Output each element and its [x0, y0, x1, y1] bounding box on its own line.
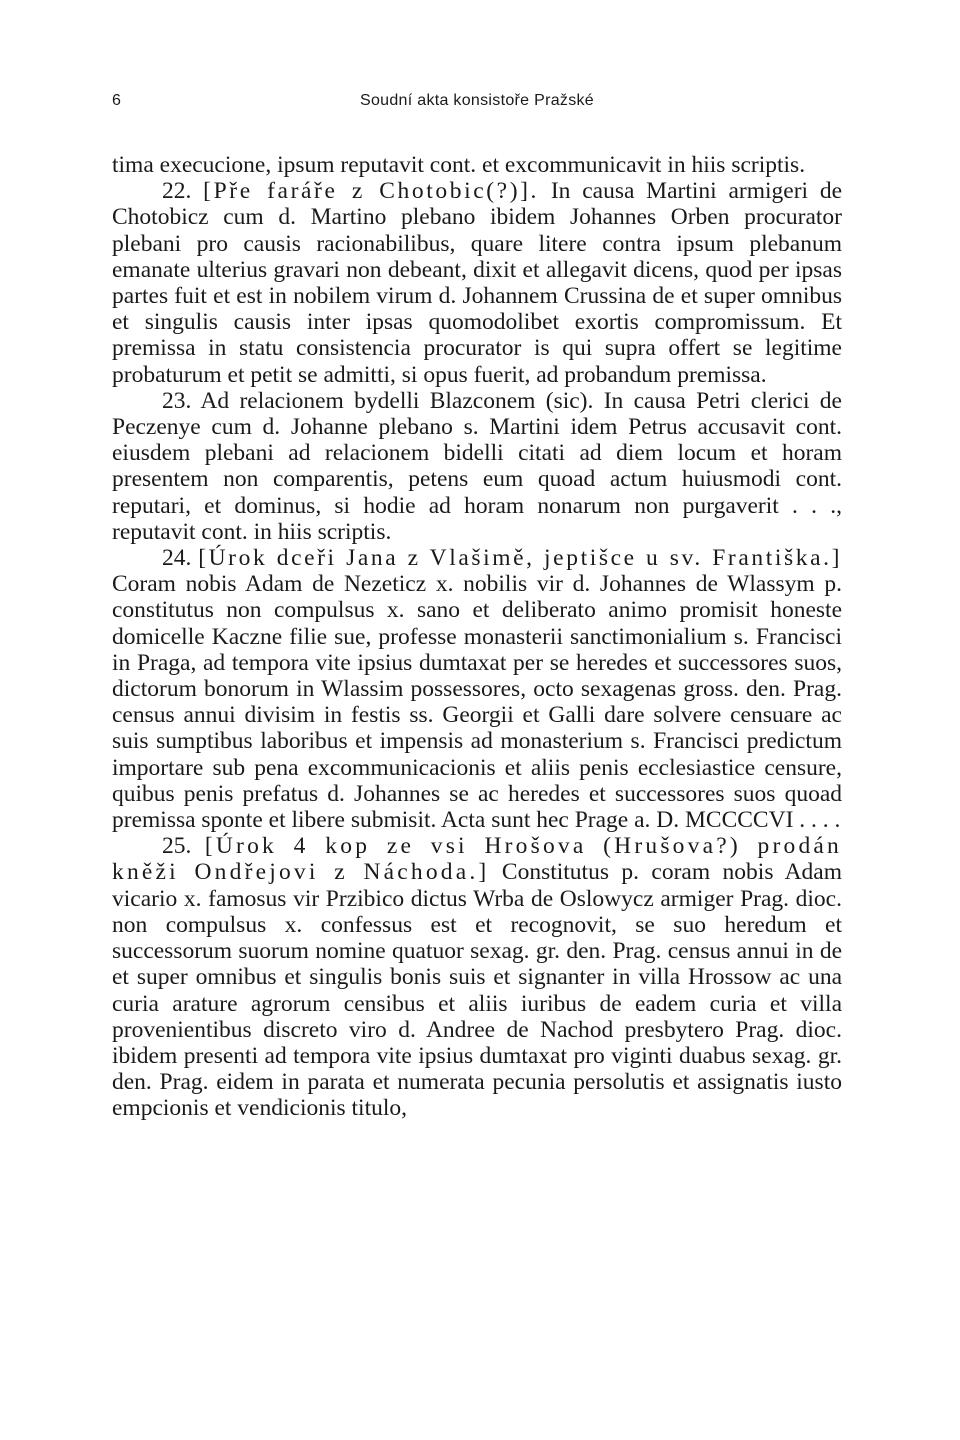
page-number: 6	[112, 92, 121, 109]
paragraph-entry-23	[112, 388, 842, 545]
body-text	[112, 152, 842, 1122]
paragraph-text: Constitutus p. coram nobis Adam vicario x. famosus vir Przibico dictus Wrba de Oslowycz armiger Prag. dioc. non compulsus x. confessus est et recognovit, se suo heredum et successorum suorum nomine quatuor sexag. gr. den. Prag. census annui in de et super omnibus et singulis bonis suis et signanter in villa Hrossow ac una curia arature agrorum censibus et aliis iuribus de eadem curia et villa provenientibus discreto viro d. Andree de Nachod presbytero Prag. dioc. ibidem presenti ad tempora vite ipsius dumtaxat pro viginti duabus sexag. gr. den. Prag. eidem in parata et numerata pecunia persolutis et assignatis iusto empcionis et vendicionis titulo,	[112, 859, 843, 1122]
entry-heading: [Pře faráře z Chotobic(?)].	[203, 178, 540, 205]
document-page	[112, 92, 842, 1122]
paragraph-text: Ad relacionem bydelli Blazconem (sic). In causa Petri clerici de Peczenye cum d. Johanne plebano s. Martini idem Petrus accusavit cont. eiusdem plebani ad relacionem bidelli citati ad diem locum et horam presentem non comparentis, petens eum quoad actum huiusmodi cont. reputari, et dominus, si hodie ad horam nonarum non purgaverit . . ., reputavit cont. in hiis scriptis.	[112, 387, 842, 545]
running-title: Soudní akta konsistoře Pražské	[359, 92, 594, 109]
paragraph-entry-22	[112, 178, 842, 388]
entry-number: 22.	[162, 178, 192, 205]
entry-number: 23.	[162, 387, 192, 414]
entry-heading: [Úrok 4 kop ze vsi Hrošova (Hrušova?) prodán kněži Ondřejovi z Náchoda.]	[112, 833, 842, 886]
paragraph-continuation	[112, 152, 842, 178]
entry-number: 24.	[162, 545, 192, 572]
paragraph-entry-24	[112, 545, 842, 833]
entry-heading: [Úrok dceři Jana z Vlašimě, jeptišce u sv. Františka.]	[198, 545, 842, 572]
entry-number: 25.	[162, 833, 192, 860]
paragraph-text: In causa Martini armigeri de Chotobicz cum d. Martino plebano ibidem Johannes Orben procurator plebani pro causis racionabilibus, quare litere contra ipsum plebanum emanate ulterius gravari non debeant, dixit et allegavit dicens, quod per ipsas partes fuit et est in nobilem virum d. Johannem Crussina de et super omnibus et singulis causis inter ipsas quomodolibet exortis compromissum. Et premissa in statu consistencia procurator is qui supra offert se legitime probaturum et petit se admitti, si opus fuerit, ad probandum premissa.	[112, 178, 843, 388]
page-header	[112, 92, 842, 118]
paragraph-text: tima execucione, ipsum reputavit cont. et excommunicavit in hiis scriptis.	[112, 152, 806, 178]
paragraph-entry-25	[112, 833, 842, 1121]
paragraph-text: Coram nobis Adam de Nezeticz x. nobilis vir d. Johannes de Wlassym p. constitutus non compulsus x. sano et deliberato animo promisit honeste domicelle Kaczne filie sue, professe monasterii sanctimonialium s. Francisci in Praga, ad tempora vite ipsius dumtaxat per se heredes et successores suos, dictorum bonorum in Wlassim possessores, octo sexagenas gross. den. Prag. census annui divisim in festis ss. Georgii et Galli dare solvere censuare ac suis sumptibus laboribus et impensis ad monasterium s. Francisci predictum importare sub pena excommunicacionis et aliis penis ecclesiastice censure, quibus penis prefatus d. Johannes se ac heredes et successores suos quoad premissa sponte et libere submisit. Acta sunt hec Prage a. D. MCCCCVI . . . .	[112, 571, 842, 834]
